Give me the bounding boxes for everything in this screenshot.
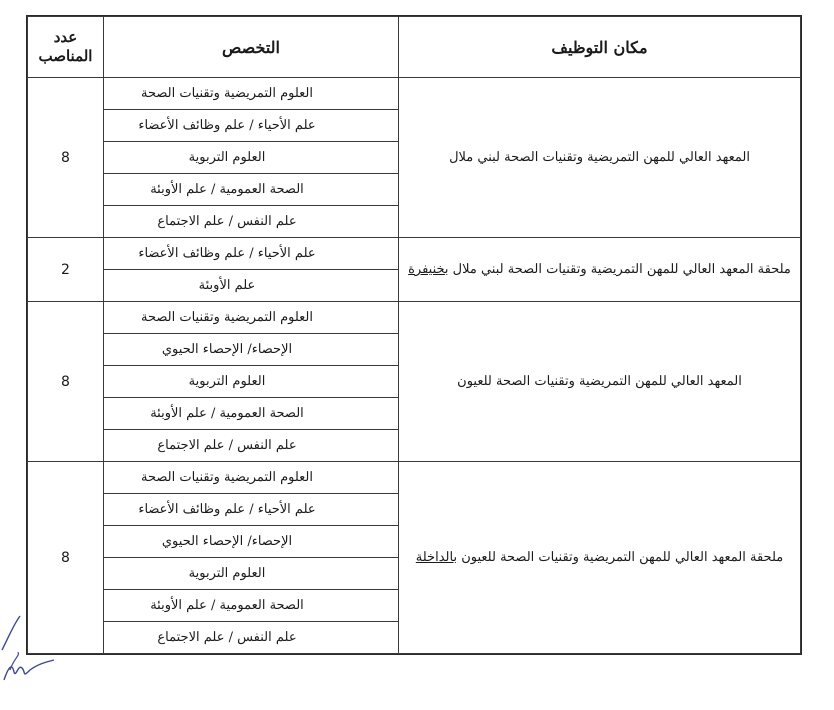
header-place: مكان التوظيف (399, 17, 801, 78)
specialty-text: العلوم التربوية (188, 150, 266, 165)
specialty-cell (104, 366, 399, 398)
specialty-cell (104, 110, 399, 142)
header-count-line1: عدد (53, 28, 78, 46)
specialty-text: علم النفس / علم الاجتماع (157, 630, 297, 645)
specialty-cell (104, 590, 399, 622)
handwritten-signature (0, 612, 60, 692)
specialty-cell (104, 558, 399, 590)
specialty-text: علم الأحياء / علم وظائف الأعضاء (138, 118, 316, 133)
specialty-text: علم الأوبئة (198, 278, 256, 293)
specialty-cell (104, 78, 399, 110)
specialty-cell (104, 302, 399, 334)
specialty-cell (104, 238, 399, 270)
specialty-text: الإحصاء/ الإحصاء الحيوي (161, 534, 293, 549)
header-specialty: التخصص (104, 17, 399, 78)
specialty-cell (104, 206, 399, 238)
place-name: ملحقة المعهد العالي للمهن التمريضية وتقنيات الصحة للعيون (461, 550, 784, 565)
specialty-cell (104, 462, 399, 494)
place-town: بخنيفرة (408, 262, 449, 277)
specialty-text: الإحصاء/ الإحصاء الحيوي (161, 342, 293, 357)
specialty-text: علم الأحياء / علم وظائف الأعضاء (138, 502, 316, 517)
positions-count: 8 (28, 78, 104, 238)
specialty-cell (104, 622, 399, 654)
specialty-text: العلوم التمريضية وتقنيات الصحة (140, 310, 313, 325)
employment-place (399, 238, 801, 302)
specialty-text: علم النفس / علم الاجتماع (157, 438, 297, 453)
positions-count: 2 (28, 238, 104, 302)
specialty-text: علم النفس / علم الاجتماع (157, 214, 297, 229)
specialty-text: العلوم التمريضية وتقنيات الصحة (140, 470, 313, 485)
positions-table-frame (26, 15, 802, 655)
specialty-text: العلوم التربوية (188, 374, 266, 389)
table-header-row (28, 17, 801, 78)
specialty-text: العلوم التربوية (188, 566, 266, 581)
header-count-line2: المناصب (38, 47, 93, 65)
specialty-cell (104, 430, 399, 462)
specialty-text: الصحة العمومية / علم الأوبئة (150, 406, 304, 421)
positions-count: 8 (28, 302, 104, 462)
specialty-cell (104, 142, 399, 174)
specialty-text: الصحة العمومية / علم الأوبئة (150, 182, 304, 197)
table-row (28, 302, 801, 334)
employment-place: المعهد العالي للمهن التمريضية وتقنيات الصحة لبني ملال (399, 78, 801, 238)
specialty-cell (104, 174, 399, 206)
specialty-cell (104, 494, 399, 526)
specialty-cell (104, 270, 399, 302)
specialty-text: علم الأحياء / علم وظائف الأعضاء (138, 246, 316, 261)
specialty-text: العلوم التمريضية وتقنيات الصحة (140, 86, 313, 101)
specialty-cell (104, 334, 399, 366)
table-row (28, 462, 801, 494)
specialty-text: الصحة العمومية / علم الأوبئة (150, 598, 304, 613)
positions-table (27, 16, 801, 654)
place-name: ملحقة المعهد العالي للمهن التمريضية وتقنيات الصحة لبني ملال (452, 262, 791, 277)
specialty-cell (104, 398, 399, 430)
specialty-cell (104, 526, 399, 558)
employment-place (399, 462, 801, 654)
employment-place: المعهد العالي للمهن التمريضية وتقنيات الصحة للعيون (399, 302, 801, 462)
positions-count: 8 (28, 462, 104, 654)
table-row (28, 78, 801, 110)
header-count (28, 17, 104, 78)
place-town: بالداخلة (415, 550, 458, 565)
table-row (28, 238, 801, 270)
